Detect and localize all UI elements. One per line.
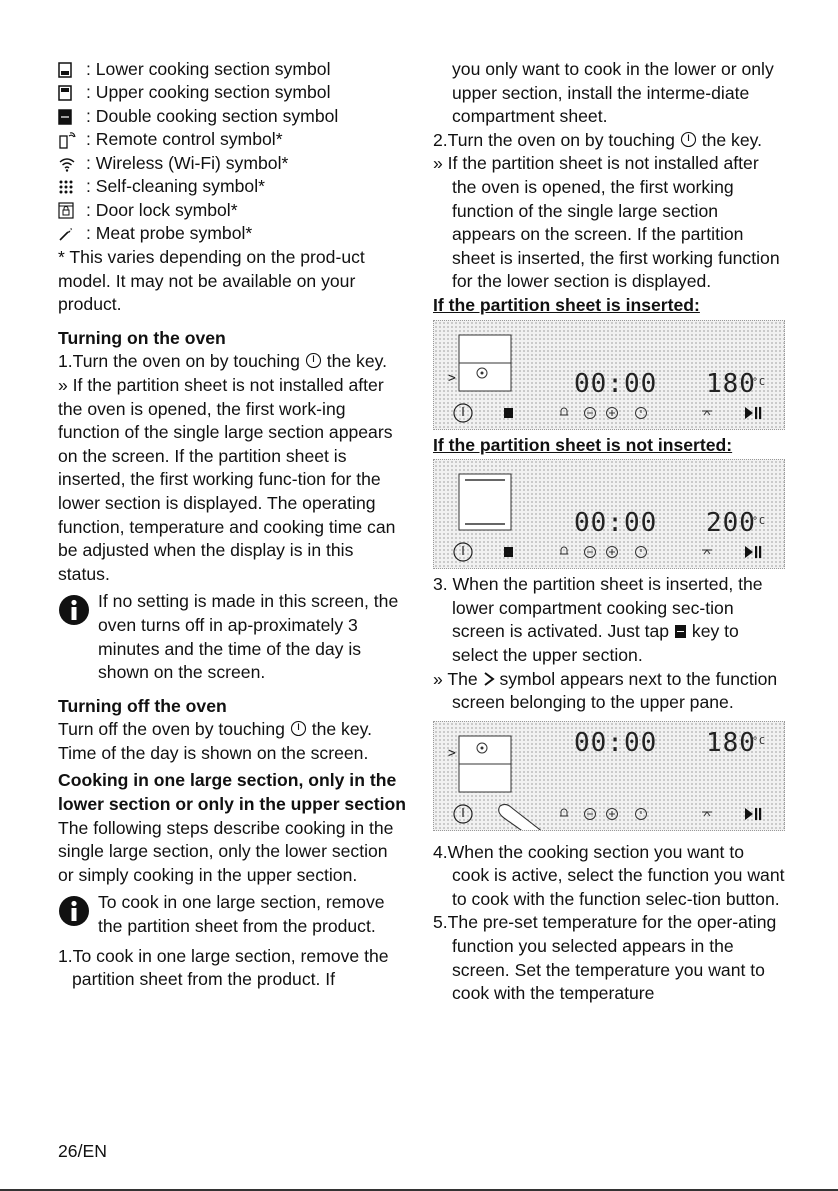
- power-icon: [680, 131, 697, 148]
- section-caret: >: [448, 370, 457, 386]
- upper-section-icon: [58, 85, 86, 101]
- page-number: 26/EN: [58, 1141, 107, 1161]
- wifi-icon: [58, 156, 86, 172]
- section-caret: >: [448, 745, 457, 761]
- step-text: key to select the upper section.: [452, 621, 739, 665]
- step-text: the key.: [701, 129, 763, 150]
- display-time: 00:00: [574, 368, 658, 399]
- symbol-row: [58, 223, 408, 247]
- step-3: [433, 573, 785, 667]
- display-unit: °C: [752, 516, 767, 528]
- step-text: symbol appears next to the function screen belonging to the upper pane.: [452, 668, 778, 713]
- heading-turning-on: Turning on the oven: [58, 327, 226, 348]
- heading-turning-off: Turning off the oven: [58, 695, 227, 716]
- door-lock-icon: [58, 202, 86, 219]
- info-icon: [58, 891, 98, 938]
- turn-off-text: [58, 718, 408, 765]
- step-2-result: » If the partition sheet is not installed after the oven is opened, the first working function of the single large section appears on the screen. If the partition sheet is inserted, the first working function for the lower section is displayed.: [433, 153, 780, 292]
- display-temperature: 200: [706, 508, 756, 539]
- heading-partition-inserted: If the partition sheet is inserted:: [433, 294, 700, 315]
- step-text: Turn off the oven by touching: [58, 719, 285, 740]
- info-note-partition: [58, 891, 408, 938]
- info-icon: [58, 590, 98, 684]
- display-time: 00:00: [574, 508, 658, 539]
- display-time: 00:00: [574, 727, 658, 758]
- step-4: 4.When the cooking section you want to cook is active, select the function you want to cook with the function selec-tion button.: [433, 841, 785, 909]
- display-unit: °C: [752, 376, 767, 388]
- display-temperature: 180: [706, 368, 756, 399]
- info-note-timeout: [58, 590, 408, 684]
- step-text: the key.: [326, 351, 388, 372]
- symbol-row: [58, 58, 408, 82]
- symbol-row: [58, 176, 408, 200]
- symbol-text: : Remote control symbol*: [86, 129, 283, 150]
- symbol-list: [58, 58, 408, 246]
- step-text: » The: [433, 668, 478, 689]
- symbol-text: : Lower cooking section symbol: [86, 58, 331, 79]
- step-text: 2.Turn the oven on by touching: [433, 129, 675, 150]
- oven-display-not-inserted: [433, 459, 785, 569]
- availability-note: * This varies depending on the prod-uct model. It may not be available on your product.: [58, 247, 365, 315]
- symbol-row: [58, 152, 408, 176]
- display-temperature: 180: [706, 727, 756, 758]
- turn-on-step-1: [58, 350, 408, 374]
- double-section-icon: [674, 624, 687, 639]
- double-section-icon: [58, 109, 86, 125]
- symbol-text: : Wireless (Wi-Fi) symbol*: [86, 152, 289, 173]
- power-icon: [290, 720, 307, 737]
- info-text: If no setting is made in this screen, the oven turns off in ap-proximately 3 minutes and the time of the day is shown on the screen.: [98, 591, 399, 683]
- symbol-row: [58, 82, 408, 106]
- right-column: [433, 58, 785, 1006]
- oven-display-inserted: [433, 320, 785, 430]
- symbol-text: : Self-cleaning symbol*: [86, 176, 265, 197]
- self-cleaning-icon: [58, 179, 86, 195]
- step-text: 3. When the partition sheet is inserted, the lower compartment cooking sec-tion screen is activated. Just tap: [433, 574, 763, 642]
- remote-control-icon: [58, 131, 86, 149]
- symbol-text: : Meat probe symbol*: [86, 223, 253, 244]
- turn-on-result: » If the partition sheet is not installed after the oven is opened, the first work-ing function of the single large section appears on the screen. If the partition sheet is inserted, the first working func-tion for the lower section is displayed. The operating function, temperature and cooking time can be adjusted when the display is in this status.: [58, 374, 396, 584]
- step-text: 1.Turn the oven on by touching: [58, 351, 300, 372]
- symbol-text: : Upper cooking section symbol: [86, 82, 331, 103]
- symbol-text: : Double cooking section symbol: [86, 105, 339, 126]
- step-5: 5.The pre-set temperature for the oper-ating function you selected appears in the screen. Set the temperature you want to cook with the temperature: [433, 912, 777, 1004]
- symbol-row: [58, 129, 408, 153]
- info-text: To cook in one large section, remove the partition sheet from the product.: [98, 892, 385, 937]
- heading-cooking-large: Cooking in one large section, only in the lower section or only in the upper section: [58, 770, 407, 815]
- heading-partition-not-inserted: If the partition sheet is not inserted:: [433, 434, 733, 455]
- large-step-1: 1.To cook in one large section, remove the partition sheet from the product. If: [58, 945, 389, 990]
- cooking-large-text: The following steps describe cooking in the single large section, only the lower section or simply cooking in the upper section.: [58, 817, 394, 885]
- step-1-continued: you only want to cook in the lower or only upper section, install the interme-diate compartment sheet.: [452, 59, 774, 127]
- symbol-row: [58, 105, 408, 129]
- symbol-text: : Door lock symbol*: [86, 199, 238, 220]
- left-column: [58, 58, 408, 992]
- oven-display-upper-selected: [433, 721, 785, 831]
- lower-section-icon: [58, 62, 86, 78]
- step-3-result: [433, 668, 785, 715]
- symbol-row: [58, 199, 408, 223]
- display-unit: °C: [752, 735, 767, 747]
- power-icon: [305, 352, 322, 369]
- step-text: the key. Time of the day is shown on the screen.: [58, 719, 373, 763]
- step-2: [433, 129, 785, 153]
- caret-icon: [483, 671, 495, 686]
- meat-probe-icon: [58, 226, 86, 242]
